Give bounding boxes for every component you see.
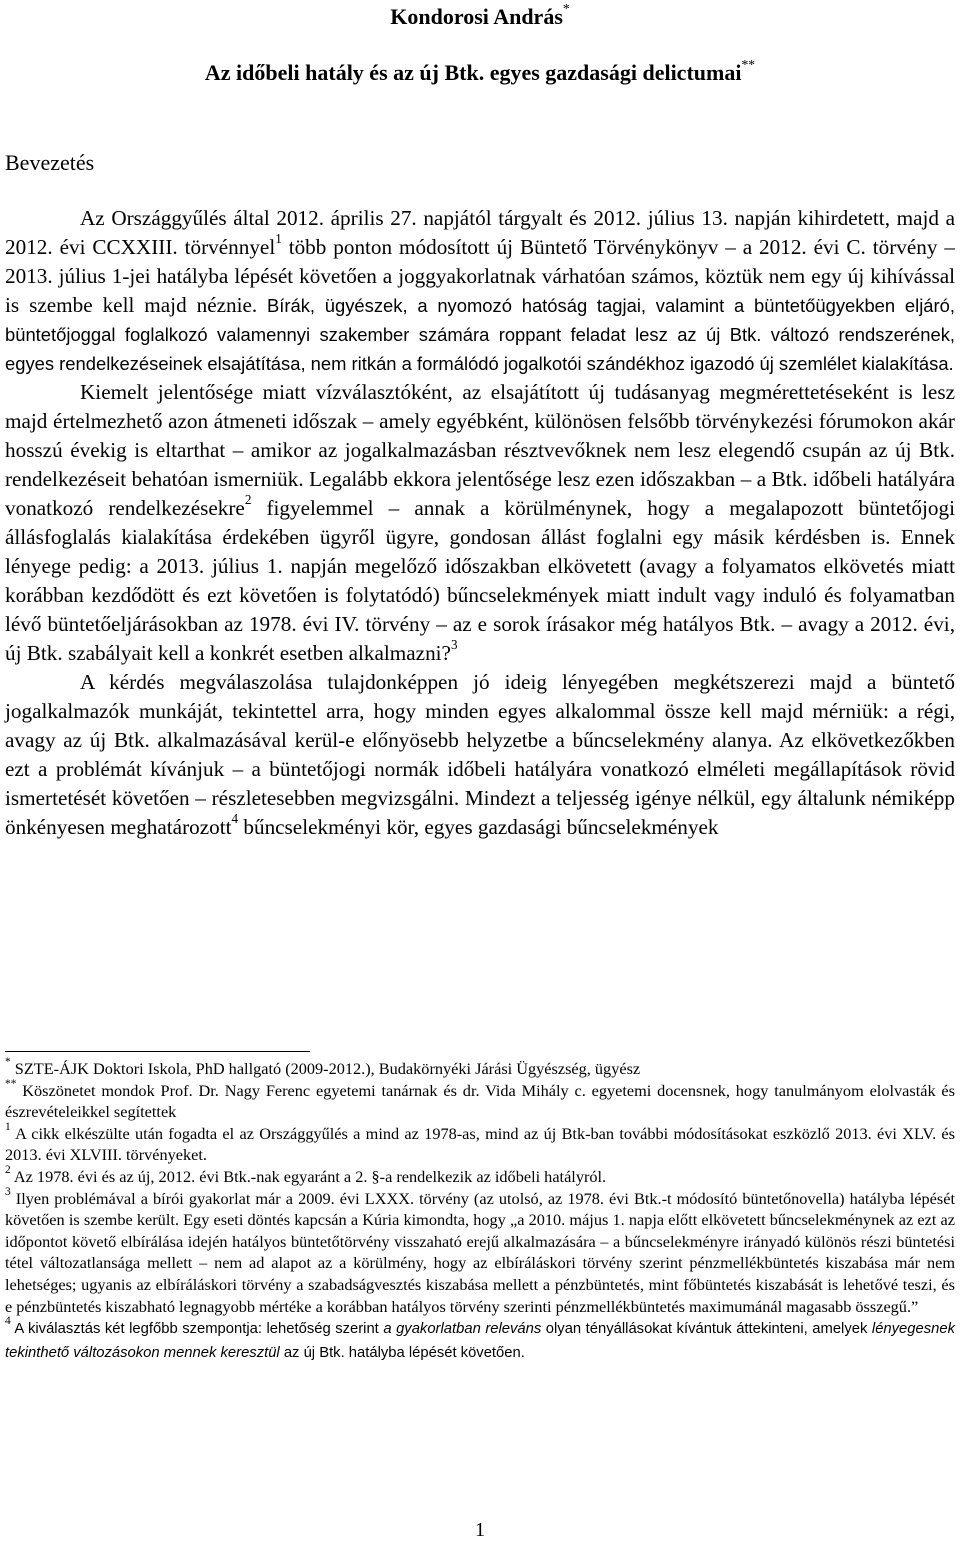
footnotes (5, 1058, 955, 1364)
body-text (5, 204, 955, 842)
paragraph-2: Kiemelt jelentősége miatt vízválasztóként, az elsajátított új tudásanyag megmérettetéseként is lesz majd értelmezhető azon átmeneti időszak – amely egyébként, különösen felsőbb törvénykezési fórumokon akár hosszú évekig is eltarthat – amikor az jogalkalmazásban résztvevőknek nem lesz elegendő csupán az új Btk. rendelkezéseit behatóan ismerniük. Legalább ekkora jelentősége lesz ezen időszakban – a Btk. időbeli hatályára vonatkozó rendelkezésekre$^2$ figyelemmel – annak a körülménynek, hogy a megalapozott büntetőjogi állásfoglalás kialakítása érdekében ügyről ügyre, gondosan állást foglalni egy másik kérdésben is. Ennek lényege pedig: a 2013. július 1. napján megelőző időszakban elkövetett (avagy a folyamatos elkövetés miatt korábban kezdődött és ezt követően is folytatódó) bűncselekmények miatt indult vagy induló és folyamatban lévő büntetőeljárásokban az 1978. évi IV. törvény – az e sorok írásakor még hatályos Btk. – avagy a 2012. évi, új Btk. szabályait kell a konkrét esetben alkalmazni?$^3$ (5, 380, 955, 665)
footnote-3: $^3$ Ilyen problémával a bírói gyakorlat már a 2009. évi LXXX. törvény (az utolsó, az 1978. évi Btk.-t módosító büntetőnovella) hatályba lépését követően is szembe került. Egy eseti döntés kapcsán a Kúria kimondta, hogy „a 2010. május 1. napja előtt elkövetett bűncselekménynek az ezt az időpontot követő elbírálása idején hatályos büntetőtörvény visszaható erejű alkalmazására – a bűncselekményre irányadó különös részi büntetési tétel változatlansága mellett – nem ad alapot az a körülmény, hogy az elbíráláskori törvény szerint pénzmellékbüntetés kiszabása már nem lehetséges; ugyanis az elbíráláskori törvény a szabadságvesztés kiszabása mellett a pénzbüntetés, mint főbüntetés kiszabását is lehetővé teszi, és e pénzbüntetés kiszabható legnagyobb mértéke a korábban hatályos törvény szerinti pénzmellékbüntetés maximumánál magasabb összegű.” (5, 1185, 955, 1316)
footnote-star: * SZTE-ÁJK Doktori Iskola, PhD hallgató (2009-2012.), Budakörnyéki Járási Ügyészség, ügyész (5, 1056, 641, 1078)
title-text: Az időbeli hatály és az új Btk. egyes gazdasági delictumai (204, 60, 742, 85)
footnote-ref-2[interactable]: 2 (244, 492, 252, 508)
author-text: Kondorosi András (390, 4, 563, 29)
paragraph-3: A kérdés megválaszolása tulajdonképpen jó ideig lényegében megkétszerezi majd a büntető jogalkalmazók munkáját, tekintettel arra, hogy minden egyes alkalommal össze kell majd mérniük: a régi, avagy az új Btk. alkalmazásával kerül-e előnyösebb helyzetbe a bűncselekmény alanya. Az elkövetkezőkben ezt a problémát kívánjuk – a büntetőjogi normák időbeli hatályára vonatkozó elméleti megállapítások rövid ismertetését követően – részletesebben megvizsgálni. Mindezt a teljesség igénye nélkül, egy általunk némiképp önkényesen meghatározott$^4$ bűncselekményi kör, egyes gazdasági bűncselekmények (5, 670, 955, 839)
author-name (0, 2, 960, 32)
section-heading: Bevezetés (5, 150, 95, 175)
title-footnote-mark[interactable]: ** (741, 56, 756, 72)
footnote-double-star: ** Köszönetet mondok Prof. Dr. Nagy Ferenc egyetemi tanárnak és dr. Vida Mihály c. egyetemi docensnek, hogy tanulmányom elolvasták és észrevételeikkel segítettek (5, 1077, 955, 1122)
footnote-ref-4[interactable]: 4 (231, 811, 239, 827)
paragraph-1: Az Országgyűlés által 2012. április 27. napjától tárgyalt és 2012. július 13. napján kihirdetett, majd a 2012. évi CCXXIII. törvénnyel$^1$ több ponton módosított új Büntető Törvénykönyv – a 2012. évi C. törvény – 2013. július 1-jei hatályba lépését követően a joggyakorlatnak várhatóan számos, köztük nem egy új kihívással is szembe kell majd néznie. Bírák, ügyészek, a nyomozó hatóság tagjai, valamint a büntetőügyekben eljáró, büntetőjoggal foglalkozó valamennyi szakember számára roppant feladat lesz az új Btk. változó rendszerének, egyes rendelkezéseinek elsajátítása, nem ritkán a formálódó jogalkotói szándékhoz igazodó új szemlélet kialakítása. (5, 206, 955, 374)
footnote-4: $^4$ A kiválasztás két legfőbb szempontja: lehetőség szerint a gyakorlatban releváns olyan tényállásokat kívántuk áttekinteni, amelyek lényegesnek tekinthető változásokon mennek keresztül az új Btk. hatályba lépését követően. (5, 1315, 955, 1361)
footnote-2: $^2$ Az 1978. évi és az új, 2012. évi Btk.-nak egyaránt a 2. §-a rendelkezik az időbeli hatályról. (5, 1164, 607, 1186)
footnote-1: $^1$ A cikk elkészülte után fogadta el az Országgyűlés a mind az 1978-as, mind az új Btk-ban további módosításokat eszközlő 2013. évi XLV. és 2013. évi XLVIII. törvényeket. (5, 1121, 955, 1165)
footnote-ref-3[interactable]: 3 (450, 637, 458, 653)
author-footnote-mark[interactable]: * (562, 0, 570, 16)
document-title (0, 58, 960, 88)
footnote-ref-1[interactable]: 1 (275, 231, 282, 247)
page-number: 1 (475, 1519, 485, 1541)
footnote-separator (5, 1051, 310, 1052)
